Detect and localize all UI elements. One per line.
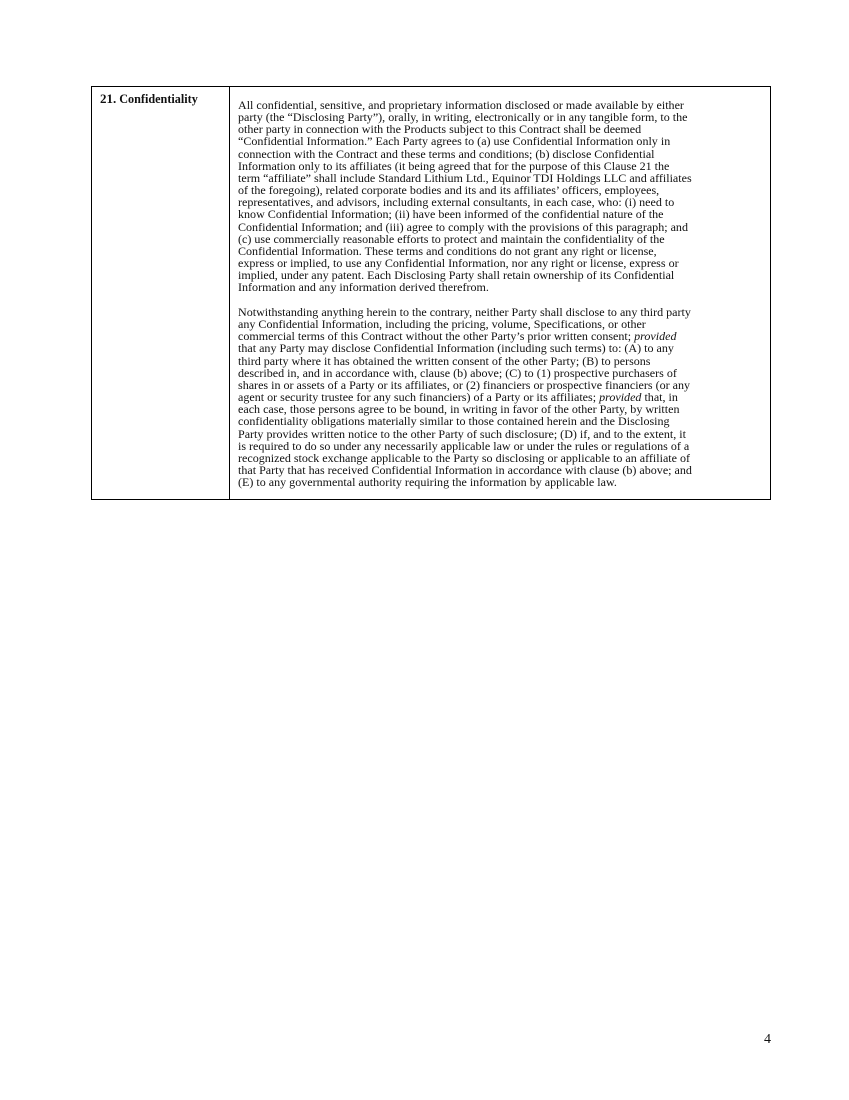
clause-paragraph-1: [238, 99, 762, 294]
clause-body-cell: [230, 87, 770, 499]
text-run: (c) use commercially reasonable efforts to protect and maintain the confidentiality of the: [238, 231, 665, 246]
text-run: Notwithstanding anything herein to the contrary, neither Party shall disclose to any third party: [238, 305, 691, 319]
text-run: of the foregoing), related corporate bodies and its and its affiliates’ officers, employees,: [238, 183, 660, 198]
text-run: that any Party may disclose Confidential Information (including such terms) to: (A) to any: [238, 341, 674, 356]
text-run: party (the “Disclosing Party”), orally, in writing, electronically or in any tangible form, to the: [238, 110, 688, 125]
text-run: confidentiality obligations materially similar to those contained herein and the Disclosing: [238, 414, 670, 429]
emphasis-text: provided: [599, 390, 642, 405]
text-run: each case, those persons agree to be bound, in writing in favor of the other Party, by written: [238, 402, 680, 417]
clause-table: [91, 86, 771, 500]
text-run: know Confidential Information; (ii) have been informed of the confidential nature of the: [238, 207, 664, 222]
text-run: (E) to any governmental authority requiring the information by applicable law.: [238, 475, 617, 490]
text-run: recognized stock exchange applicable to the Party so disclosing or applicable to an affiliate of: [238, 450, 691, 465]
text-run: Information only to its affiliates (it being agreed that for the purpose of this Clause 21 the: [238, 158, 670, 173]
text-run: described in, and in accordance with, clause (b) above; (C) to (1) prospective purchasers of: [238, 365, 677, 380]
text-run: third party where it has obtained the written consent of the other Party; (B) to persons: [238, 353, 651, 368]
clause-heading: [100, 91, 225, 107]
text-run: other party in connection with the Products subject to this Contract shall be deemed: [238, 122, 642, 137]
clause-paragraph-2: [238, 306, 762, 488]
text-run: Confidential Information; and (iii) agree to comply with the provisions of this paragraph; and: [238, 219, 688, 234]
emphasis-text: provided: [634, 329, 677, 344]
text-run: implied, under any patent. Each Disclosing Party shall retain ownership of its Confidential: [238, 268, 675, 283]
text-run: agent or security trustee for any such financiers) of a Party or its affiliates;: [238, 390, 600, 405]
text-run: All confidential, sensitive, and proprietary information disclosed or made available by either: [238, 98, 684, 112]
text-run: Information and any information derived therefrom.: [238, 280, 489, 295]
text-run: “Confidential Information.” Each Party agrees to (a) use Confidential Information only in: [238, 134, 671, 149]
paragraph-line: [238, 476, 762, 488]
page-number: 4: [764, 1032, 771, 1047]
text-run: representatives, and advisors, including external consultants, in each case, who: (i) need to: [238, 195, 675, 210]
text-run: term “affiliate” shall include Standard Lithium Ltd., Equinor TDI Holdings LLC and affiliates: [238, 170, 692, 185]
clause-heading-cell: [92, 87, 230, 499]
text-run: that, in: [641, 390, 678, 405]
text-run: any Confidential Information, including the pricing, volume, Specifications, or other: [238, 317, 646, 332]
text-run: is required to do so under any necessarily applicable law or under the rules or regulations of a: [238, 438, 690, 453]
clause-title: Confidentiality: [119, 92, 198, 106]
text-run: shares in or assets of a Party or its affiliates, or (2) financiers or prospective financiers (or any: [238, 377, 691, 392]
paragraph-line: [238, 281, 762, 293]
text-run: express or implied, to use any Confidential Information, nor any right or license, express or: [238, 256, 679, 271]
text-run: commercial terms of this Contract without the other Party’s prior written consent;: [238, 329, 635, 344]
text-run: that Party that has received Confidential Information in accordance with clause (b) above; and: [238, 463, 692, 478]
text-run: Party provides written notice to the other Party of such disclosure; (D) if, and to the extent, it: [238, 426, 686, 441]
text-run: connection with the Contract and these terms and conditions; (b) disclose Confidential: [238, 146, 655, 161]
text-run: Confidential Information. These terms and conditions do not grant any right or license,: [238, 243, 657, 258]
clause-number: 21.: [100, 91, 117, 106]
